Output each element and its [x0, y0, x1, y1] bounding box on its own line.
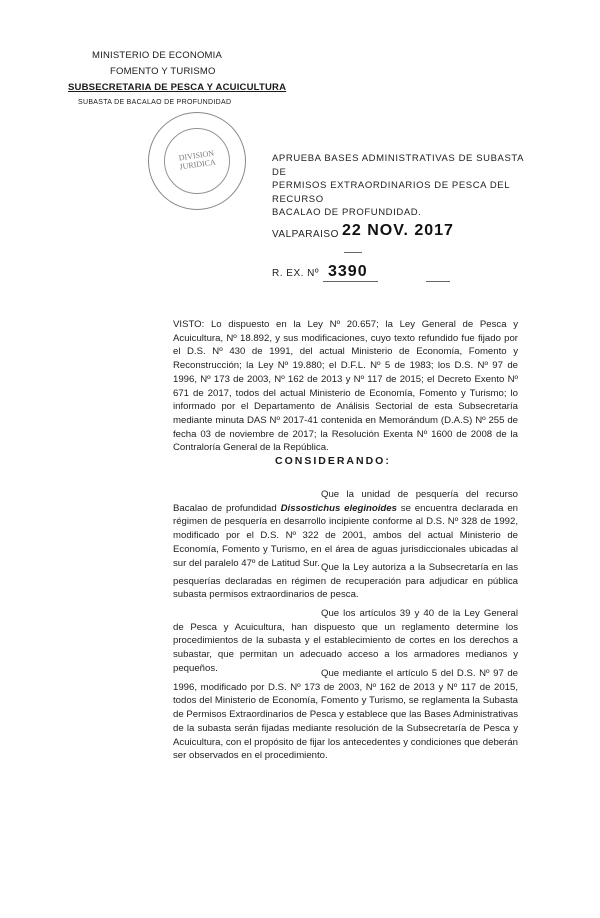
- subject-line-1: APRUEBA BASES ADMINISTRATIVAS DE SUBASTA DE: [272, 153, 524, 178]
- considerando-1: [173, 488, 518, 570]
- subject-line-2: PERMISOS EXTRAORDINARIOS DE PESCA DEL RECURSO: [272, 180, 510, 205]
- considerando-1-rest: se encuentra declarada en régimen de pesquería en desarrollo incipiente conforme al D.S. Nº 328 de 1992, modificado por el D.S. Nº 322 de 2001, ambos del actual Ministerio de Economía, Fomento y Turismo, en el área de aguas jurisdiccionales ubicadas al sur del paralelo 47º de Latitud Sur.: [173, 502, 518, 569]
- considerando-title: CONSIDERANDO:: [275, 455, 391, 467]
- considerando-4: Que mediante el artículo 5 del D.S. Nº 97 de 1996, modificado por D.S. Nº 173 de 2003, Nº 162 de 2013 y Nº 117 de 2015, todos del Ministerio de Economía, Fomento y Turismo, se reglamenta la Subasta de Permisos Extraordinarios de Pesca y establece que las Bases Administrativas de la subasta serán fijadas mediante resolución de la Subsecretaría de Pesca y Acuicultura, con el propósito de fijar los antecedentes y condiciones que deberán ser observados en el procedimiento.: [173, 668, 518, 762]
- subsecretaria-title: SUBSECRETARIA DE PESCA Y ACUICULTURA: [68, 82, 287, 93]
- ministry-line-2: FOMENTO Y TURISMO: [110, 66, 216, 77]
- subject-line-3: BACALAO DE PROFUNDIDAD.: [272, 207, 422, 218]
- considerando-1-lead: Que la unidad de pesquería del recurso Bacalao de profundidad: [173, 489, 518, 514]
- species-name: Dissostichus eleginoides: [280, 502, 397, 514]
- date-underline: [344, 252, 362, 253]
- unit-name: SUBASTA DE BACALAO DE PROFUNDIDAD: [78, 99, 232, 106]
- place: VALPARAISO: [272, 229, 339, 240]
- rex-label: R. EX. Nº: [272, 268, 320, 279]
- rex-trailing-line: [426, 281, 450, 282]
- resolution-date: 22 NOV. 2017: [342, 222, 454, 239]
- rex-number: 3390: [328, 263, 368, 280]
- subject-block: [272, 152, 530, 220]
- considerando-2: Que la Ley autoriza a la Subsecretaría en las pesquerías declaradas en régimen de recuperación para adjudicar en pública subasta permisos extraordinarios de pesca.: [173, 562, 518, 601]
- stamp-text: DIVISION JURIDICA: [178, 148, 217, 172]
- considerando-3: Que los artículos 39 y 40 de la Ley General de Pesca y Acuicultura, han dispuesto que un reglamento determine los procedimientos de la subasta y el establecimiento de cortes en los derechos a subastar, que permitan un adecuado acceso a los armadores medianos y pequeños.: [173, 608, 518, 674]
- division-stamp: [148, 112, 246, 210]
- ministry-line-1: MINISTERIO DE ECONOMIA: [92, 50, 223, 61]
- visto-paragraph: VISTO: Lo dispuesto en la Ley Nº 20.657; la Ley General de Pesca y Acuicultura, Nº 18.892, y sus modificaciones, cuyo texto refundido fue fijado por el D.S. Nº 430 de 1991, del actual Ministerio de Economía, Fomento y Reconstrucción; la Ley Nº 19.880; el D.F.L. Nº 5 de 1983; los D.S. Nº 97 de 1996, Nº 173 de 2003, Nº 162 de 2013 y Nº 117 de 2015; el Decreto Exento Nº 671 de 2017, todos del actual Ministerio de Economía, Fomento y Turismo; lo informado por el Departamento de Análisis Sectorial de esta Subsecretaría mediante minuta DAS Nº 2017-41 contenida en Memorándum (D.A.S) Nº 255 de fecha 03 de noviembre de 2017; la Resolución Exenta Nº 1600 de 2008 de la Contraloría General de la República.: [173, 319, 518, 454]
- rex-number-underline: [323, 281, 378, 282]
